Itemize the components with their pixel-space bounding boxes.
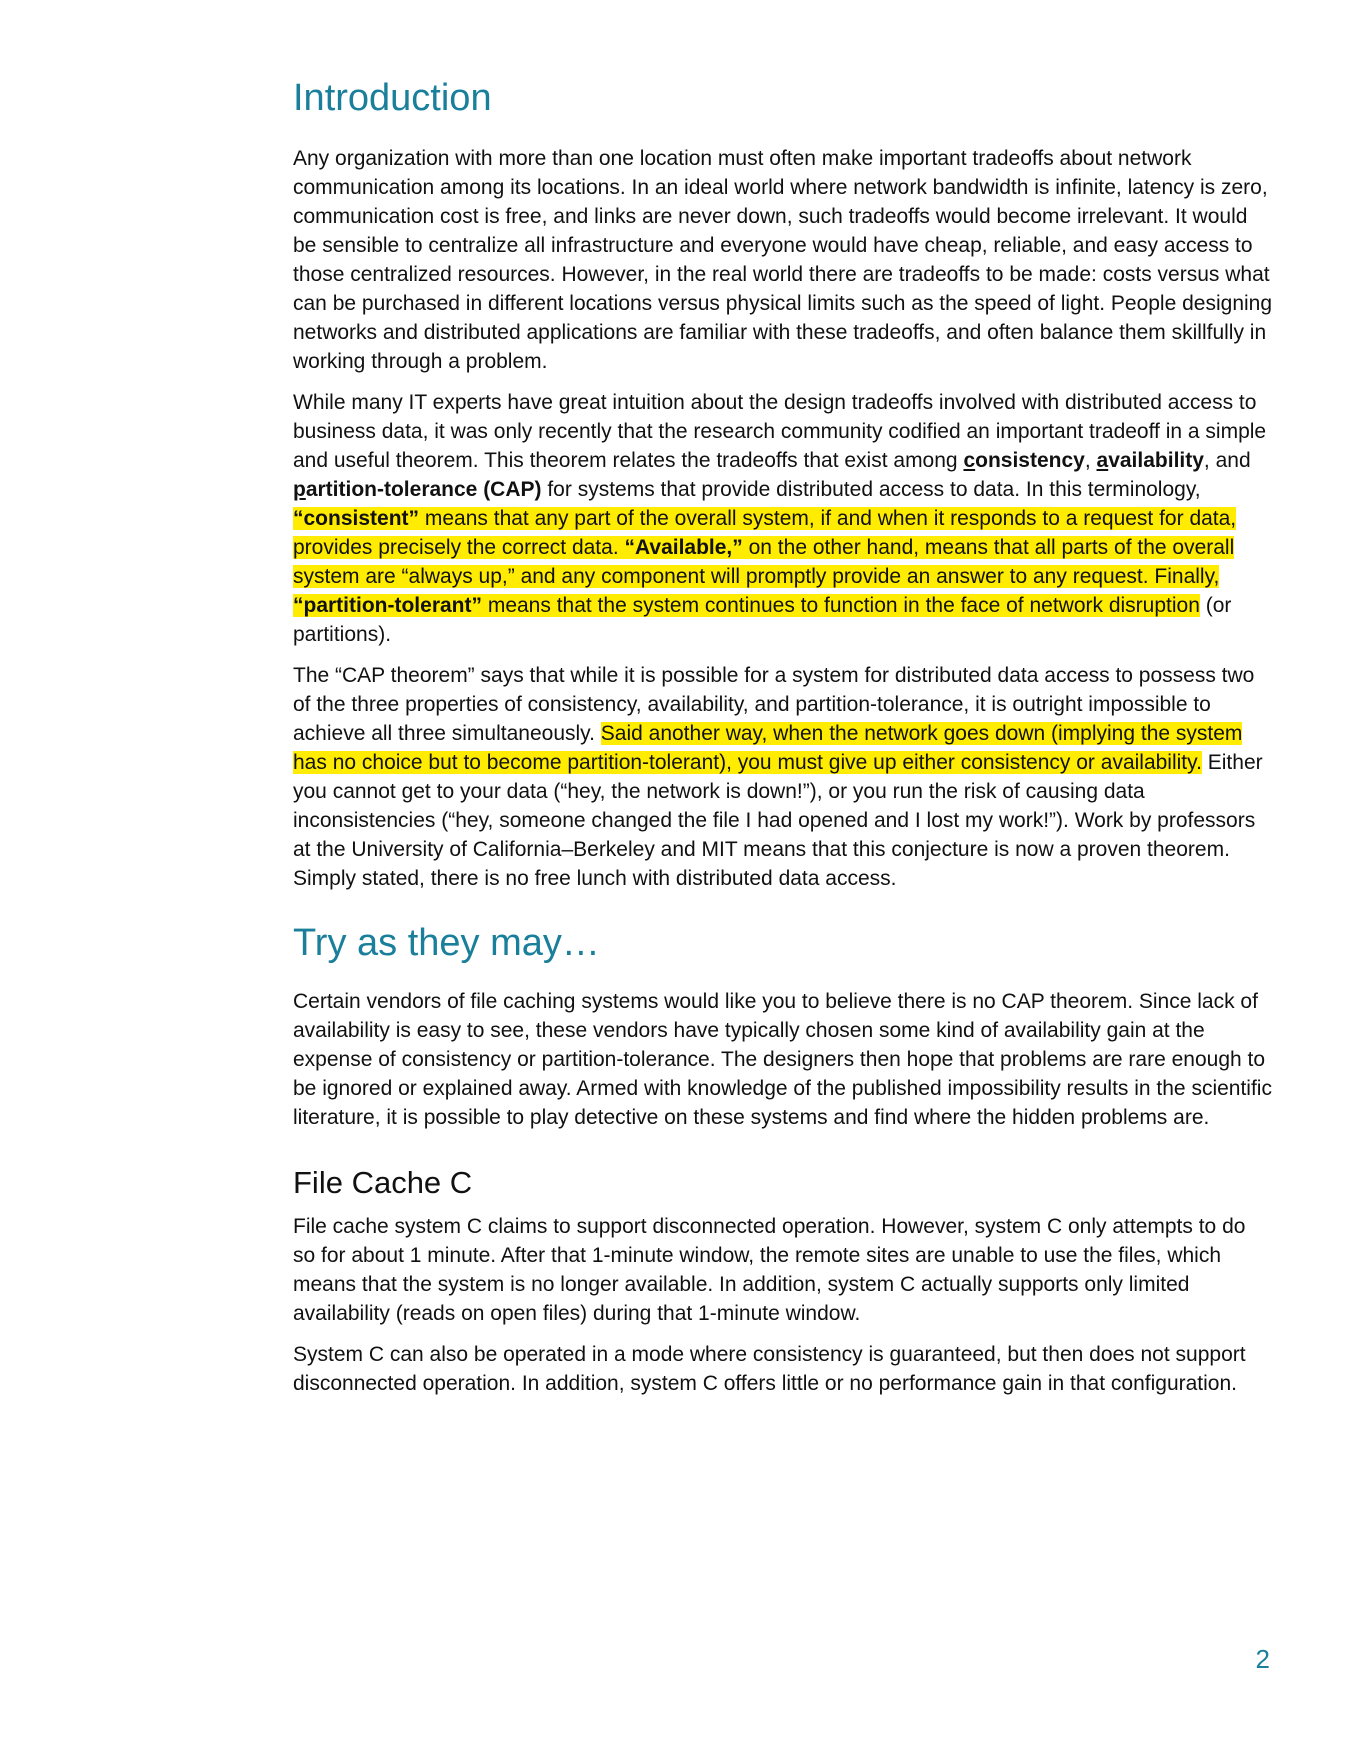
- cache-c-paragraph-1: File cache system C claims to support disconnected operation. However, system C only attempts to do so for about 1 minute. After that 1-minute window, the remote sites are unable to use the files, which means that the system is no longer available. In addition, system C actually supports only limited availability (reads on open files) during that 1-minute window.: [293, 1214, 1246, 1325]
- p2-text-4: for systems that provide distributed access to data. In this terminology,: [541, 477, 1201, 501]
- intro-paragraph-2: [293, 388, 1273, 649]
- partition-rest: artition-tolerance (CAP): [305, 477, 542, 501]
- introduction-heading: Introduction: [293, 77, 492, 119]
- availability-rest: vailability: [1108, 448, 1204, 472]
- consistency-initial: c: [963, 448, 976, 472]
- consistency-term: [963, 449, 1084, 472]
- consistent-term: “consistent”: [293, 506, 420, 530]
- partition-term: [293, 478, 542, 501]
- consistency-rest: onsistency: [975, 448, 1085, 472]
- available-definition: on the other hand, means that all parts of the overall system are “always up,” and any component will promptly provide an answer to any request. Finally,: [293, 535, 1235, 588]
- partition-tolerant-term: “partition-tolerant”: [293, 593, 482, 617]
- intro-paragraph-1: Any organization with more than one location must often make important tradeoffs about network communication among its locations. In an ideal world where network bandwidth is infinite, latency is zero, communication cost is free, and links are never down, such tradeoffs would become irrelevant. It would be sensible to centralize all infrastructure and everyone would have cheap, reliable, and easy access to those centralized resources. However, in the real world there are tradeoffs to be made: costs versus what can be purchased in different locations versus physical limits such as the speed of light. People designing networks and distributed applications are familiar with these tradeoffs, and often balance them skillfully in working through a problem.: [293, 146, 1273, 373]
- try-as-they-may-heading: Try as they may…: [293, 921, 600, 964]
- p3-text-1: The “CAP theorem” says that while it is possible for a system for distributed data access to possess two of the three properties of consistency, availability, and partition-tolerance, it is outright impossible to achieve all three simultaneously.: [293, 663, 1255, 745]
- cap-highlight: Said another way, when the network goes down (implying the system has no choice but to become partition-tolerant), you must give up either consistency or availability.: [293, 721, 1243, 774]
- document-page: [293, 78, 1273, 1410]
- p2-text-2: ,: [1084, 448, 1097, 472]
- file-cache-c-heading: File Cache C: [293, 1164, 473, 1200]
- partition-initial: p: [293, 477, 306, 501]
- available-term: “Available,”: [624, 535, 743, 559]
- page-number: 2: [1255, 1644, 1270, 1674]
- definitions-highlight: [293, 507, 1236, 617]
- cache-c-paragraph-2: System C can also be operated in a mode where consistency is guaranteed, but then does not support disconnected operation. In addition, system C offers little or no performance gain in that configuration.: [293, 1342, 1246, 1395]
- intro-paragraph-3: [293, 661, 1273, 893]
- availability-term: [1097, 449, 1204, 472]
- p2-text-1: While many IT experts have great intuition about the design tradeoffs involved with distributed access to business data, it was only recently that the research community codified an important tradeoff in a simple and useful theorem. This theorem relates the tradeoffs that exist among: [293, 390, 1267, 472]
- p2-text-5: (or partitions).: [293, 593, 1232, 646]
- availability-initial: a: [1096, 448, 1109, 472]
- partition-tolerant-definition: means that the system continues to function in the face of network disruption: [482, 593, 1200, 617]
- p3-text-2: Either you cannot get to your data (“hey, the network is down!”), or you run the risk of causing data inconsistencies (“hey, someone changed the file I had opened and I lost my work!”). Work by professors at the University of California–Berkeley and MIT means that this conjecture is now a proven theorem. Simply stated, there is no free lunch with distributed data access.: [293, 750, 1263, 890]
- consistent-definition: means that any part of the overall system, if and when it responds to a request for data, provides precisely the correct data.: [293, 506, 1237, 559]
- try-paragraph-1: Certain vendors of file caching systems would like you to believe there is no CAP theorem. Since lack of availability is easy to see, these vendors have typically chosen some kind of availability gain at the expense of consistency or partition-tolerance. The designers then hope that problems are rare enough to be ignored or explained away. Armed with knowledge of the published impossibility results in the scientific literature, it is possible to play detective on these systems and find where the hidden problems are.: [293, 989, 1272, 1129]
- p2-text-3: , and: [1203, 448, 1251, 472]
